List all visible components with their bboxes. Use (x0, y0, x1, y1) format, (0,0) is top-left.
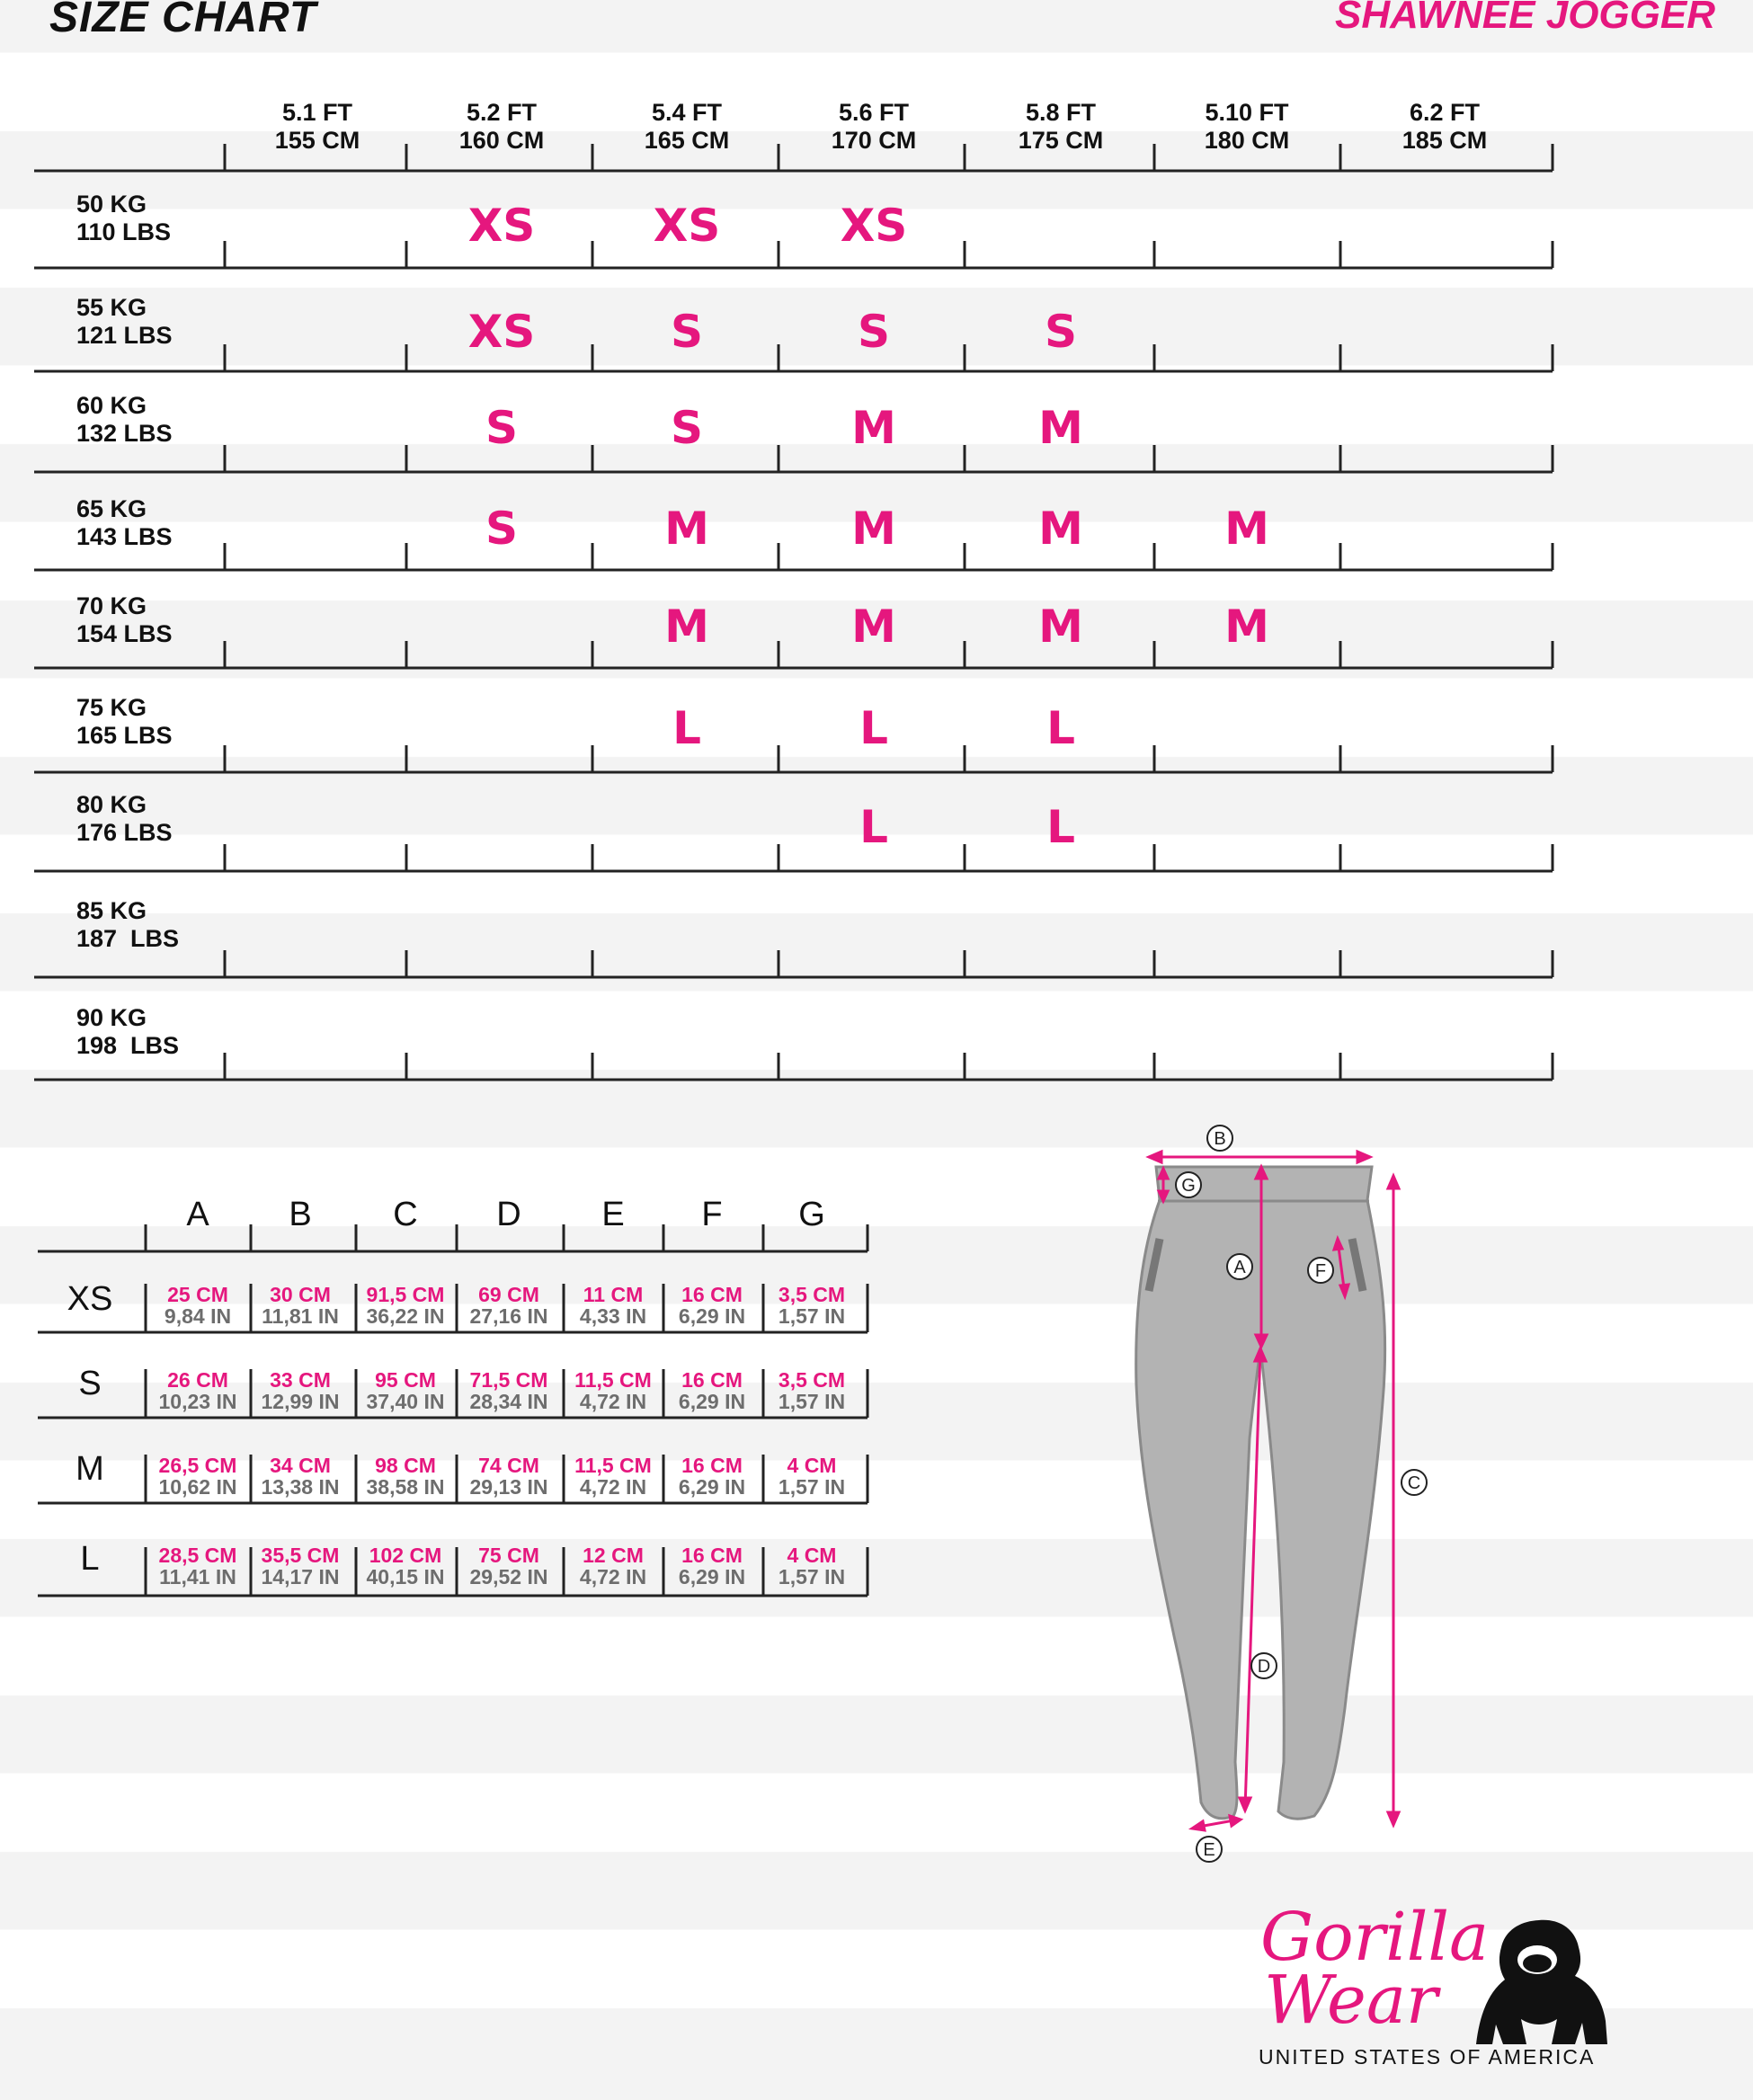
size-cell: XS (653, 200, 721, 252)
height-cm: 175 CM (1018, 127, 1104, 154)
measure-cm: 74 CM (478, 1454, 539, 1477)
measure-in: 10,23 IN (158, 1390, 237, 1413)
measure-in: 29,13 IN (469, 1475, 548, 1499)
logo-tagline: UNITED STATES OF AMERICA (1259, 2045, 1596, 2069)
measure-cm: 16 CM (681, 1454, 743, 1477)
measure-cm: 28,5 CM (158, 1544, 237, 1567)
measure-cm: 12 CM (583, 1544, 644, 1567)
measure-column-header: B (289, 1196, 312, 1233)
height-ft: 5.4 FT (651, 99, 723, 126)
measure-in: 1,57 IN (778, 1565, 846, 1588)
size-cell: XS (467, 200, 536, 252)
measure-in: 6,29 IN (678, 1304, 746, 1328)
weight-kg: 80 KG (76, 791, 147, 818)
weight-kg: 65 KG (76, 495, 147, 522)
measure-in: 38,58 IN (366, 1475, 445, 1499)
measure-cm: 34 CM (270, 1454, 331, 1477)
height-cm: 165 CM (644, 127, 730, 154)
height-cm: 185 CM (1402, 127, 1488, 154)
measure-cm: 3,5 CM (778, 1283, 846, 1306)
height-ft: 5.6 FT (838, 99, 910, 126)
weight-kg: 60 KG (76, 392, 147, 419)
measure-in: 12,99 IN (261, 1390, 340, 1413)
weight-lbs: 198 LBS (76, 1032, 180, 1059)
measure-column-header: G (798, 1196, 825, 1233)
measure-size-label: XS (67, 1280, 113, 1318)
measure-cm: 95 CM (375, 1368, 436, 1392)
size-cell: S (670, 306, 703, 358)
measure-column-header: A (186, 1196, 209, 1233)
measure-cm: 11,5 CM (574, 1368, 652, 1392)
product-name: SHAWNEE JOGGER (1335, 0, 1715, 37)
weight-lbs: 187 LBS (76, 925, 180, 952)
measure-in: 4,72 IN (579, 1475, 647, 1499)
weight-lbs: 154 LBS (76, 620, 173, 647)
label-c: C (1407, 1473, 1421, 1493)
height-cm: 155 CM (274, 127, 360, 154)
measure-cm: 16 CM (681, 1544, 743, 1567)
measure-in: 28,34 IN (469, 1390, 548, 1413)
weight-lbs: 132 LBS (76, 420, 173, 447)
logo-line-2: Wear (1264, 1962, 1438, 2039)
measure-cm: 35,5 CM (261, 1544, 340, 1567)
measure-in: 1,57 IN (778, 1475, 846, 1499)
weight-kg: 70 KG (76, 592, 147, 619)
weight-lbs: 121 LBS (76, 322, 173, 349)
weight-kg: 85 KG (76, 897, 147, 924)
measure-cm: 11 CM (583, 1283, 644, 1306)
page-title: SIZE CHART (49, 0, 317, 41)
size-cell: XS (840, 200, 908, 252)
height-ft: 5.1 FT (281, 99, 353, 126)
size-cell: M (851, 601, 896, 653)
height-ft: 6.2 FT (1409, 99, 1481, 126)
label-f: F (1314, 1261, 1327, 1281)
weight-lbs: 165 LBS (76, 722, 173, 749)
measure-cm: 30 CM (270, 1283, 331, 1306)
measure-in: 4,72 IN (579, 1565, 647, 1588)
height-cm: 170 CM (831, 127, 917, 154)
size-cell: L (672, 702, 701, 754)
logo-line-1: Gorilla (1260, 1899, 1490, 1976)
measure-cm: 4 CM (787, 1544, 837, 1567)
measure-in: 1,57 IN (778, 1304, 846, 1328)
measure-cm: 71,5 CM (469, 1368, 548, 1392)
measure-column-header: D (496, 1196, 521, 1233)
height-ft: 5.2 FT (466, 99, 538, 126)
size-cell: S (857, 306, 890, 358)
size-cell: XS (467, 306, 536, 358)
size-cell: M (1038, 601, 1083, 653)
weight-lbs: 143 LBS (76, 523, 173, 550)
size-cell: L (859, 702, 888, 754)
size-cell: S (485, 402, 518, 454)
label-a: A (1233, 1258, 1246, 1277)
label-d: D (1257, 1657, 1271, 1677)
measure-in: 37,40 IN (366, 1390, 445, 1413)
height-cm: 160 CM (458, 127, 545, 154)
measure-column-header: C (393, 1196, 418, 1233)
measure-cm: 98 CM (375, 1454, 436, 1477)
size-cell: L (1046, 801, 1075, 853)
measure-cm: 102 CM (369, 1544, 442, 1567)
gorilla-wear-logo (1250, 1899, 1609, 2077)
measure-in: 36,22 IN (366, 1304, 445, 1328)
measure-cm: 26 CM (167, 1368, 228, 1392)
measure-column-header: F (701, 1196, 723, 1233)
measure-in: 4,72 IN (579, 1390, 647, 1413)
size-cell: S (670, 402, 703, 454)
size-cell: M (851, 503, 896, 555)
size-cell: L (1046, 702, 1075, 754)
measure-cm: 16 CM (681, 1283, 743, 1306)
height-ft: 5.8 FT (1025, 99, 1097, 126)
gorilla-icon (1474, 1913, 1609, 2048)
height-cm: 180 CM (1204, 127, 1290, 154)
measure-cm: 4 CM (787, 1454, 837, 1477)
measure-cm: 26,5 CM (158, 1454, 237, 1477)
height-ft: 5.10 FT (1205, 99, 1289, 126)
logo-wordmark (1260, 1899, 1490, 2039)
size-cell: S (1044, 306, 1077, 358)
measure-in: 40,15 IN (366, 1565, 445, 1588)
measure-size-label: L (80, 1540, 100, 1578)
size-cell: L (859, 801, 888, 853)
weight-kg: 90 KG (76, 1004, 147, 1031)
measure-cm: 69 CM (478, 1283, 539, 1306)
measure-in: 6,29 IN (678, 1565, 746, 1588)
measure-in: 9,84 IN (164, 1304, 232, 1328)
measure-in: 14,17 IN (261, 1565, 340, 1588)
size-cell: S (485, 503, 518, 555)
weight-lbs: 176 LBS (76, 819, 173, 846)
label-e: E (1203, 1840, 1215, 1860)
measure-in: 11,81 IN (262, 1304, 339, 1328)
size-cell: M (851, 402, 896, 454)
measure-in: 11,41 IN (159, 1565, 236, 1588)
measure-in: 1,57 IN (778, 1390, 846, 1413)
weight-kg: 55 KG (76, 294, 147, 321)
size-cell: M (1224, 601, 1269, 653)
weight-kg: 75 KG (76, 694, 147, 721)
measure-size-label: M (76, 1450, 104, 1488)
measure-cm: 16 CM (681, 1368, 743, 1392)
measure-cm: 75 CM (478, 1544, 539, 1567)
measure-in: 6,29 IN (678, 1475, 746, 1499)
weight-kg: 50 KG (76, 191, 147, 218)
measure-in: 13,38 IN (261, 1475, 340, 1499)
size-cell: M (1224, 503, 1269, 555)
measure-cm: 25 CM (167, 1283, 228, 1306)
measure-cm: 91,5 CM (366, 1283, 445, 1306)
measure-in: 27,16 IN (469, 1304, 548, 1328)
weight-lbs: 110 LBS (76, 218, 172, 245)
measure-in: 4,33 IN (579, 1304, 647, 1328)
measure-column-header: E (601, 1196, 625, 1233)
size-cell: M (1038, 503, 1083, 555)
size-cell: M (1038, 402, 1083, 454)
measure-cm: 33 CM (270, 1368, 331, 1392)
label-g: G (1181, 1176, 1196, 1196)
measure-size-label: S (78, 1365, 102, 1402)
label-b: B (1214, 1129, 1226, 1149)
size-cell: M (664, 503, 709, 555)
measure-cm: 11,5 CM (574, 1454, 652, 1477)
measure-in: 10,62 IN (158, 1475, 237, 1499)
measure-cm: 3,5 CM (778, 1368, 846, 1392)
measure-in: 6,29 IN (678, 1390, 746, 1413)
measure-in: 29,52 IN (469, 1565, 548, 1588)
size-cell: M (664, 601, 709, 653)
